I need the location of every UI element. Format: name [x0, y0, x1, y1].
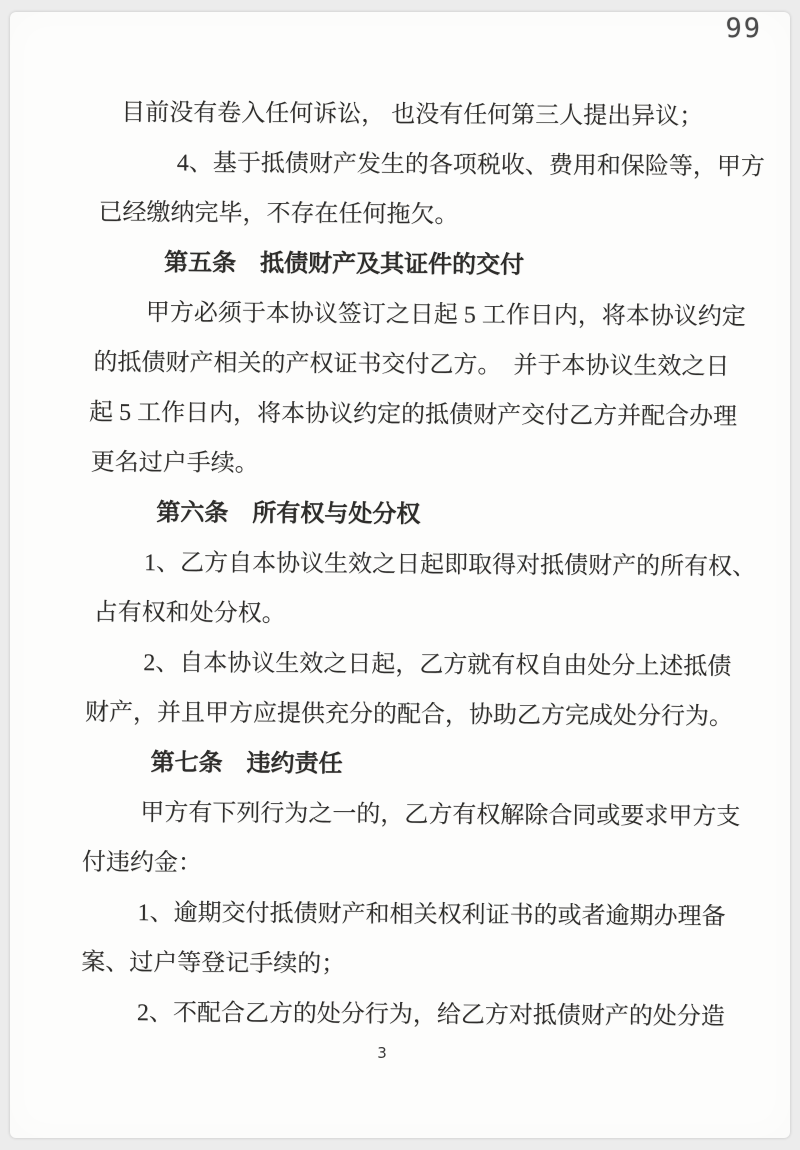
document-line: 2、不配合乙方的处分行为，给乙方对抵债财产的处分造: [136, 1000, 725, 1031]
article-heading-5: 第五条 抵债财产及其证件的交付: [164, 250, 525, 279]
archive-page-number: 99: [725, 13, 762, 44]
document-line: 甲方有下列行为之一的，乙方有权解除合同或要求甲方支: [140, 800, 741, 831]
document-line: 案、过户等登记手续的；: [81, 949, 346, 978]
document-line: 的抵债财产相关的产权证书交付乙方。 并于本协议生效之日: [93, 349, 730, 381]
article-heading-7: 第七条 违约责任: [150, 750, 343, 778]
document-content: [81, 88, 765, 1043]
document-line: 付违约金：: [81, 849, 203, 877]
document-line: 1、逾期交付抵债财产和相关权利证书的或者逾期办理备: [137, 900, 726, 931]
page-number: 3: [377, 1044, 387, 1062]
document-line: 占有权和处分权。: [93, 599, 286, 628]
document-line: 已经缴纳完毕，不存在任何拖欠。: [98, 199, 459, 229]
document-line: 目前没有卷入任何诉讼， 也没有任何第三人提出异议；: [121, 99, 704, 131]
document-sheet: [10, 12, 790, 1138]
article-heading-6: 第六条 所有权与处分权: [156, 500, 421, 529]
document-line: 更名过户手续。: [90, 449, 259, 477]
document-line: 2、自本协议生效之日起，乙方就有权自由处分上述抵债: [143, 650, 732, 681]
document-line: 1、乙方自本协议生效之日起即取得对抵债财产的所有权、: [143, 550, 757, 581]
document-line: 4、基于抵债财产发生的各项税收、费用和保险等，甲方: [176, 150, 765, 181]
document-line: 财产，并且甲方应提供充分的配合，协助乙方完成处分行为。: [84, 699, 734, 731]
document-line: 起 5 工作日内，将本协议约定的抵债财产交付乙方并配合办理: [88, 399, 738, 431]
document-line: 甲方必须于本协议签订之日起 5 工作日内，将本协议约定: [145, 300, 746, 331]
